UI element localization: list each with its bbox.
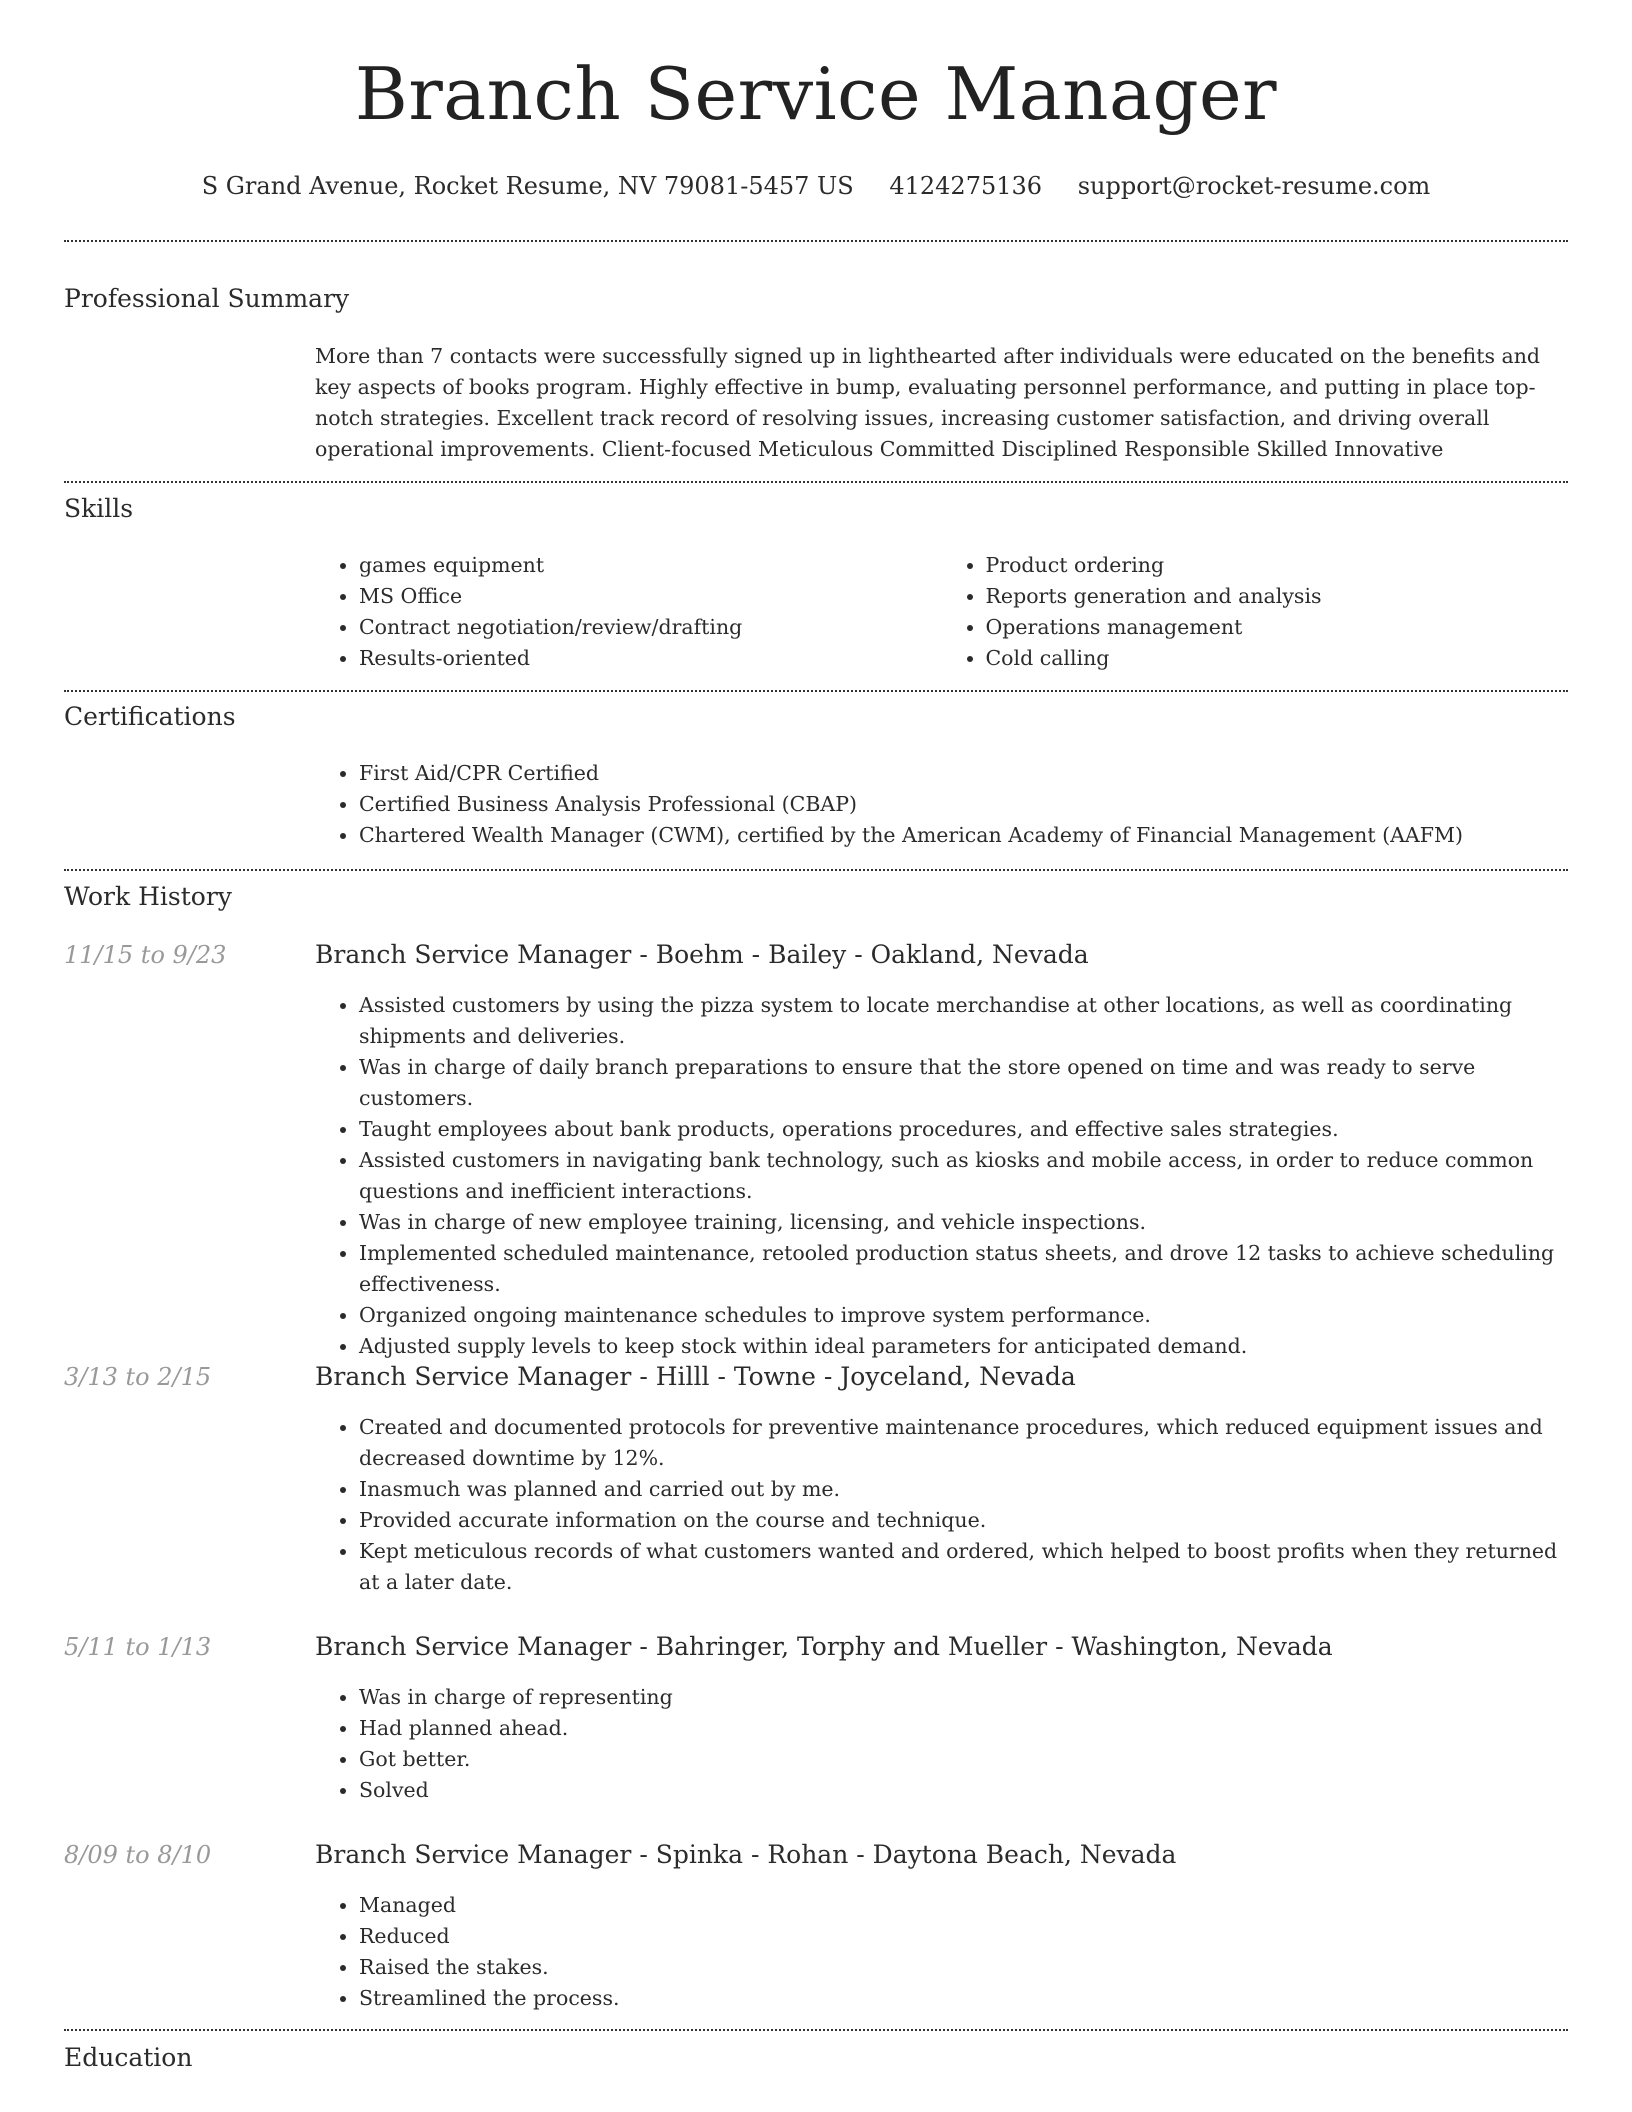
divider bbox=[64, 240, 1568, 242]
skill-item: • Product ordering bbox=[986, 550, 1569, 581]
job-dates: 3/13 to 2/15 bbox=[64, 1363, 212, 1391]
skills-right-column bbox=[942, 550, 1569, 674]
job-bullet: • Inasmuch was planned and carried out by me. bbox=[359, 1474, 1568, 1505]
email: support@rocket-resume.com bbox=[1077, 172, 1431, 200]
skills-left-column bbox=[315, 550, 942, 674]
job-bullet: • Was in charge of representing bbox=[359, 1682, 1568, 1713]
work-history-heading: Work History bbox=[64, 882, 232, 911]
summary-content bbox=[315, 341, 1568, 465]
job-bullet: • Streamlined the process. bbox=[359, 1983, 1568, 2014]
job-bullet: • Provided accurate information on the course and technique. bbox=[359, 1505, 1568, 1536]
skill-item: • Contract negotiation/review/drafting bbox=[359, 612, 942, 643]
job-bullet: • Had planned ahead. bbox=[359, 1713, 1568, 1744]
job-title: Branch Service Manager - Spinka - Rohan - Daytona Beach, Nevada bbox=[315, 1840, 1177, 1869]
job-bullet: • Raised the stakes. bbox=[359, 1952, 1568, 1983]
skills-heading: Skills bbox=[64, 494, 134, 523]
job-dates: 11/15 to 9/23 bbox=[64, 941, 227, 969]
job-bullet: • Was in charge of daily branch preparations to ensure that the store opened on time and was ready to serve customers. bbox=[359, 1052, 1568, 1114]
job-bullets bbox=[315, 1890, 1568, 2014]
job-bullet: • Solved bbox=[359, 1775, 1568, 1806]
contact-line bbox=[64, 172, 1568, 200]
job-bullet: • Created and documented protocols for preventive maintenance procedures, which reduced equipment issues and decreased downtime by 12%. bbox=[359, 1412, 1568, 1474]
job-bullet: • Got better. bbox=[359, 1744, 1568, 1775]
job-bullet: • Managed bbox=[359, 1890, 1568, 1921]
job-bullets bbox=[315, 990, 1568, 1362]
job-bullets bbox=[315, 1682, 1568, 1806]
address: S Grand Avenue, Rocket Resume, NV 79081-5457 US bbox=[201, 172, 854, 200]
phone: 4124275136 bbox=[889, 172, 1043, 200]
job-bullet: • Reduced bbox=[359, 1921, 1568, 1952]
summary-text: More than 7 contacts were successfully signed up in lighthearted after individuals were educated on the benefits and key aspects of books program. Highly effective in bump, evaluating personnel performance, and putting in place top-notch strategies. Excellent track record of resolving issues, increasing customer satisfaction, and driving overall operational improvements. Client-focused Meticulous Committed Disciplined Responsible Skilled Innovative bbox=[315, 344, 1541, 461]
certification-item: • Certified Business Analysis Professional (CBAP) bbox=[359, 789, 1568, 820]
certification-item: • First Aid/CPR Certified bbox=[359, 758, 1568, 789]
job-title: Branch Service Manager - Bahringer, Torphy and Mueller - Washington, Nevada bbox=[315, 1632, 1333, 1661]
certifications-heading: Certifications bbox=[64, 702, 236, 731]
job-bullet: • Assisted customers by using the pizza system to locate merchandise at other locations, as well as coordinating shipments and deliveries. bbox=[359, 990, 1568, 1052]
certification-item: • Chartered Wealth Manager (CWM), certified by the American Academy of Financial Management (AAFM) bbox=[359, 820, 1568, 851]
summary-heading: Professional Summary bbox=[64, 284, 350, 313]
job-bullet: • Kept meticulous records of what customers wanted and ordered, which helped to boost profits when they returned at a later date. bbox=[359, 1536, 1568, 1598]
education-heading: Education bbox=[64, 2043, 193, 2072]
job-dates: 8/09 to 8/10 bbox=[64, 1841, 212, 1869]
skill-item: • Operations management bbox=[986, 612, 1569, 643]
job-bullet: • Organized ongoing maintenance schedules to improve system performance. bbox=[359, 1300, 1568, 1331]
job-title: Branch Service Manager - Boehm - Bailey - Oakland, Nevada bbox=[315, 940, 1089, 969]
job-bullet: • Adjusted supply levels to keep stock within ideal parameters for anticipated demand. bbox=[359, 1331, 1568, 1362]
divider bbox=[64, 2029, 1568, 2031]
divider bbox=[64, 869, 1568, 871]
job-bullet: • Implemented scheduled maintenance, retooled production status sheets, and drove 12 tasks to achieve scheduling effectiveness. bbox=[359, 1238, 1568, 1300]
divider bbox=[64, 481, 1568, 483]
job-title: Branch Service Manager - Hilll - Towne - Joyceland, Nevada bbox=[315, 1362, 1076, 1391]
job-bullets bbox=[315, 1412, 1568, 1598]
certifications-list bbox=[315, 758, 1568, 851]
skills-list bbox=[315, 550, 1568, 674]
job-bullet: • Was in charge of new employee training, licensing, and vehicle inspections. bbox=[359, 1207, 1568, 1238]
divider bbox=[64, 690, 1568, 692]
job-bullet: • Assisted customers in navigating bank technology, such as kiosks and mobile access, in order to reduce common questions and inefficient interactions. bbox=[359, 1145, 1568, 1207]
skill-item: • games equipment bbox=[359, 550, 942, 581]
job-bullet: • Taught employees about bank products, operations procedures, and effective sales strategies. bbox=[359, 1114, 1568, 1145]
skill-item: • Reports generation and analysis bbox=[986, 581, 1569, 612]
page-title: Branch Service Manager bbox=[354, 52, 1278, 136]
skill-item: • MS Office bbox=[359, 581, 942, 612]
job-dates: 5/11 to 1/13 bbox=[64, 1633, 212, 1661]
skill-item: • Cold calling bbox=[986, 643, 1569, 674]
skill-item: • Results-oriented bbox=[359, 643, 942, 674]
